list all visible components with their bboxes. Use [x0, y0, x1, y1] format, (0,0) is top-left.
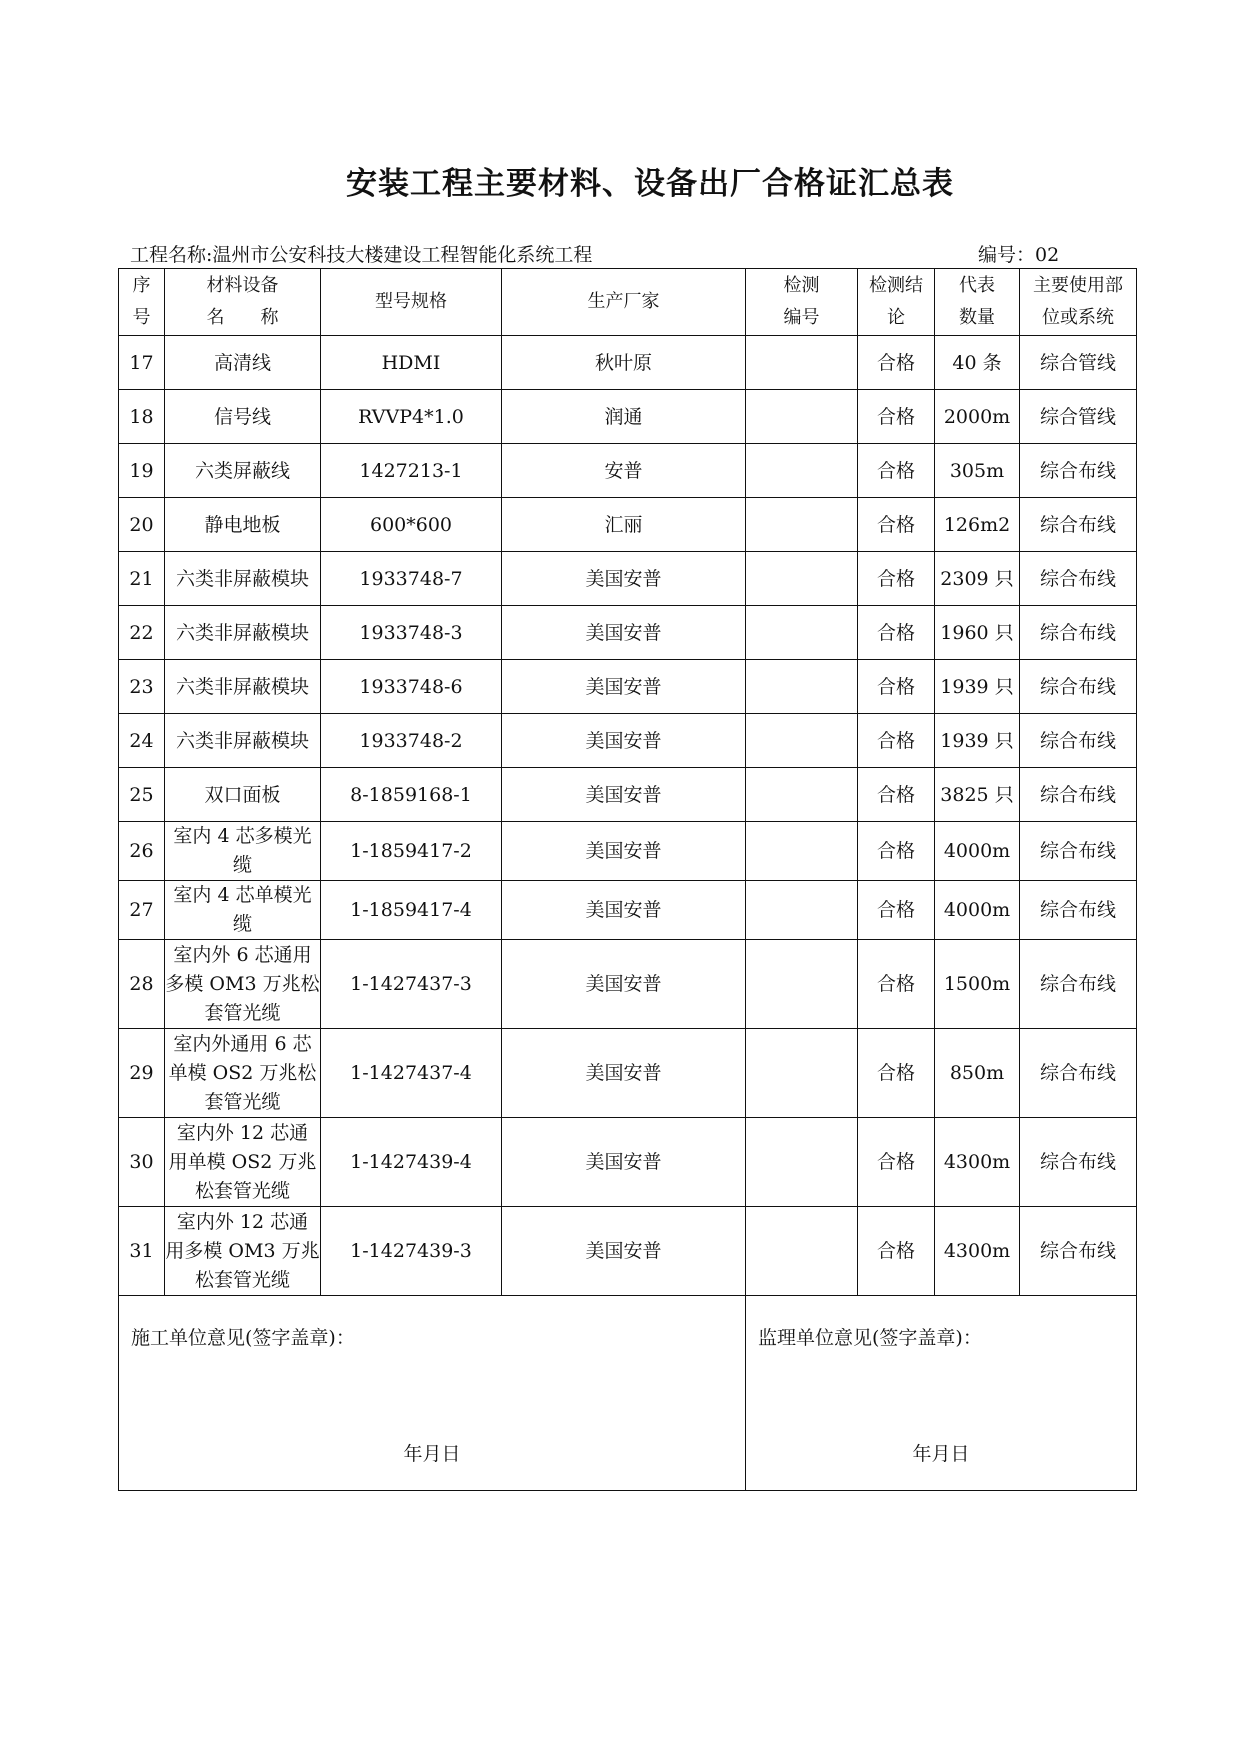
material-name-line: 用多模 OM3 万兆: [165, 1239, 320, 1262]
cell-seq: 31: [119, 1207, 165, 1296]
header-usage: [1020, 269, 1137, 336]
supervision-date: 年月日: [912, 1443, 970, 1465]
cell-name: [165, 606, 321, 660]
cell-conclusion: 合格: [858, 881, 935, 940]
cell-conclusion: 合格: [858, 390, 935, 444]
cell-usage: 综合布线: [1020, 444, 1137, 498]
cell-manufacturer: 汇丽: [502, 498, 746, 552]
cell-manufacturer: 安普: [502, 444, 746, 498]
cell-usage: 综合布线: [1020, 660, 1137, 714]
cell-conclusion: 合格: [858, 498, 935, 552]
header-test-no: [746, 269, 858, 336]
material-name-line: 六类屏蔽线: [194, 459, 290, 482]
cell-qty: 3825 只: [935, 768, 1020, 822]
material-name-line: 六类非屏蔽模块: [175, 729, 309, 752]
header-usage-line1: 主要使用部: [1033, 275, 1123, 296]
cell-seq: 25: [119, 768, 165, 822]
cell-conclusion: 合格: [858, 940, 935, 1029]
material-name-line: 室内 4 芯单模光: [173, 884, 312, 906]
cell-seq: 30: [119, 1118, 165, 1207]
header-test-no-line1: 检测: [783, 275, 820, 296]
cell-qty: 40 条: [935, 336, 1020, 390]
cell-seq: 22: [119, 606, 165, 660]
cell-test-no: [746, 714, 858, 768]
cell-test-no: [746, 660, 858, 714]
cell-test-no: [746, 498, 858, 552]
cell-seq: 21: [119, 552, 165, 606]
header-manufacturer: 生产厂家: [502, 269, 746, 336]
cell-test-no: [746, 444, 858, 498]
cell-name: [165, 552, 321, 606]
cell-usage: 综合管线: [1020, 336, 1137, 390]
construction-opinion-cell: [119, 1296, 746, 1491]
cell-usage: 综合布线: [1020, 714, 1137, 768]
cell-name: [165, 940, 321, 1029]
cell-name: [165, 390, 321, 444]
page-title: 安装工程主要材料、设备出厂合格证汇总表: [346, 166, 954, 202]
cell-test-no: [746, 336, 858, 390]
table-row: [119, 768, 1137, 822]
cell-test-no: [746, 606, 858, 660]
cell-test-no: [746, 1118, 858, 1207]
supervision-opinion-label: 监理单位意见(签字盖章)：: [758, 1327, 982, 1349]
header-name-line1: 材料设备: [206, 275, 279, 296]
document-number: 编号：02: [978, 244, 1060, 266]
cell-qty: 2000m: [935, 390, 1020, 444]
cell-usage: 综合布线: [1020, 1118, 1137, 1207]
cell-manufacturer: 美国安普: [502, 881, 746, 940]
cell-model: 1-1859417-4: [321, 881, 502, 940]
cell-model: RVVP4*1.0: [321, 390, 502, 444]
cell-name: [165, 1118, 321, 1207]
cell-qty: 4300m: [935, 1207, 1020, 1296]
cell-conclusion: 合格: [858, 336, 935, 390]
cell-qty: 305m: [935, 444, 1020, 498]
table-body: [119, 336, 1137, 1296]
material-name-line: 室内外通用 6 芯: [173, 1032, 312, 1055]
material-name-line: 静电地板: [204, 513, 281, 536]
cell-seq: 27: [119, 881, 165, 940]
cell-qty: 4300m: [935, 1118, 1020, 1207]
cell-conclusion: 合格: [858, 444, 935, 498]
material-name-line: 室内外 12 芯通: [176, 1210, 309, 1233]
header-conclusion: [858, 269, 935, 336]
cell-name: [165, 714, 321, 768]
cell-manufacturer: 美国安普: [502, 714, 746, 768]
material-name-line: 缆: [232, 854, 252, 876]
table-row: [119, 1207, 1137, 1296]
material-name-line: 双口面板: [204, 783, 281, 806]
material-name-line: 室内外 6 芯通用: [173, 943, 312, 966]
cell-qty: 1939 只: [935, 714, 1020, 768]
material-name-line: 六类非屏蔽模块: [175, 621, 309, 644]
table-row: [119, 660, 1137, 714]
table-header-row: [119, 269, 1137, 336]
cell-model: 1-1427439-4: [321, 1118, 502, 1207]
material-name-line: 室内外 12 芯通: [176, 1121, 309, 1144]
cell-manufacturer: 美国安普: [502, 940, 746, 1029]
cell-test-no: [746, 1029, 858, 1118]
cell-usage: 综合布线: [1020, 498, 1137, 552]
cell-seq: 26: [119, 822, 165, 881]
cell-manufacturer: 美国安普: [502, 1118, 746, 1207]
cell-name: [165, 768, 321, 822]
materials-table: [118, 268, 1137, 1491]
table-row: [119, 336, 1137, 390]
header-usage-line2: 位或系统: [1042, 307, 1114, 328]
cell-conclusion: 合格: [858, 768, 935, 822]
cell-usage: 综合布线: [1020, 1029, 1137, 1118]
cell-qty: 4000m: [935, 822, 1020, 881]
material-name-line: 室内 4 芯多模光: [173, 825, 312, 847]
header-conclusion-line2: 论: [887, 307, 905, 328]
cell-seq: 19: [119, 444, 165, 498]
cell-model: 600*600: [321, 498, 502, 552]
cell-usage: 综合布线: [1020, 768, 1137, 822]
cell-usage: 综合布线: [1020, 940, 1137, 1029]
cell-test-no: [746, 822, 858, 881]
cell-usage: 综合布线: [1020, 1207, 1137, 1296]
cell-conclusion: 合格: [858, 552, 935, 606]
cell-model: 1427213-1: [321, 444, 502, 498]
material-name-line: 信号线: [213, 405, 271, 428]
cell-conclusion: 合格: [858, 1118, 935, 1207]
header-qty: [935, 269, 1020, 336]
cell-name: [165, 498, 321, 552]
cell-usage: 综合管线: [1020, 390, 1137, 444]
cell-manufacturer: 润通: [502, 390, 746, 444]
cell-name: [165, 660, 321, 714]
cell-manufacturer: 美国安普: [502, 606, 746, 660]
cell-qty: 1960 只: [935, 606, 1020, 660]
cell-name: [165, 336, 321, 390]
cell-conclusion: 合格: [858, 714, 935, 768]
cell-test-no: [746, 768, 858, 822]
header-qty-line1: 代表: [959, 275, 995, 296]
cell-qty: 126m2: [935, 498, 1020, 552]
cell-manufacturer: 美国安普: [502, 660, 746, 714]
table-row: [119, 881, 1137, 940]
cell-manufacturer: 美国安普: [502, 1029, 746, 1118]
table-row: [119, 940, 1137, 1029]
material-name-line: 单模 OS2 万兆松: [168, 1061, 317, 1084]
cell-qty: 1939 只: [935, 660, 1020, 714]
cell-name: [165, 1029, 321, 1118]
cell-model: 1-1427437-4: [321, 1029, 502, 1118]
header-name-line2: 名 称: [206, 307, 279, 328]
cell-model: 1933748-2: [321, 714, 502, 768]
cell-conclusion: 合格: [858, 822, 935, 881]
header-seq: [119, 269, 165, 336]
cell-name: [165, 444, 321, 498]
cell-test-no: [746, 552, 858, 606]
cell-manufacturer: 美国安普: [502, 822, 746, 881]
table-row: [119, 1029, 1137, 1118]
table-row: [119, 1118, 1137, 1207]
cell-usage: 综合布线: [1020, 606, 1137, 660]
material-name-line: 多模 OM3 万兆松: [165, 972, 320, 995]
cell-model: 8-1859168-1: [321, 768, 502, 822]
header-test-no-line2: 编号: [783, 307, 820, 328]
cell-seq: 18: [119, 390, 165, 444]
cell-qty: 1500m: [935, 940, 1020, 1029]
cell-model: 1933748-3: [321, 606, 502, 660]
cell-model: HDMI: [321, 336, 502, 390]
cell-test-no: [746, 1207, 858, 1296]
cell-test-no: [746, 940, 858, 1029]
supervision-opinion-cell: [746, 1296, 1137, 1491]
cell-name: [165, 1207, 321, 1296]
table-row: [119, 498, 1137, 552]
cell-conclusion: 合格: [858, 660, 935, 714]
cell-conclusion: 合格: [858, 1029, 935, 1118]
cell-seq: 28: [119, 940, 165, 1029]
material-name-line: 六类非屏蔽模块: [175, 675, 309, 698]
cell-manufacturer: 美国安普: [502, 552, 746, 606]
cell-model: 1-1427437-3: [321, 940, 502, 1029]
table-row: [119, 606, 1137, 660]
cell-seq: 17: [119, 336, 165, 390]
header-seq-line2: 号: [132, 307, 151, 328]
table-row: [119, 444, 1137, 498]
cell-model: 1-1859417-2: [321, 822, 502, 881]
cell-qty: 2309 只: [935, 552, 1020, 606]
cell-model: 1933748-7: [321, 552, 502, 606]
cell-qty: 4000m: [935, 881, 1020, 940]
table-row: [119, 714, 1137, 768]
header-conclusion-line1: 检测结: [869, 275, 923, 296]
cell-usage: 综合布线: [1020, 552, 1137, 606]
cell-model: 1-1427439-3: [321, 1207, 502, 1296]
cell-seq: 24: [119, 714, 165, 768]
material-name-line: 套管光缆: [204, 1001, 281, 1024]
cell-qty: 850m: [935, 1029, 1020, 1118]
material-name-line: 六类非屏蔽模块: [175, 567, 309, 590]
header-model: 型号规格: [321, 269, 502, 336]
cell-conclusion: 合格: [858, 1207, 935, 1296]
material-name-line: 松套管光缆: [194, 1268, 290, 1291]
cell-manufacturer: 美国安普: [502, 768, 746, 822]
cell-name: [165, 822, 321, 881]
material-name-line: 套管光缆: [204, 1090, 281, 1113]
header-seq-line1: 序: [132, 275, 151, 296]
material-name-line: 松套管光缆: [194, 1179, 290, 1202]
cell-usage: 综合布线: [1020, 822, 1137, 881]
table-row: [119, 552, 1137, 606]
table-row: [119, 390, 1137, 444]
cell-test-no: [746, 881, 858, 940]
construction-date: 年月日: [403, 1443, 461, 1465]
cell-usage: 综合布线: [1020, 881, 1137, 940]
cell-seq: 20: [119, 498, 165, 552]
cell-manufacturer: 美国安普: [502, 1207, 746, 1296]
material-name-line: 用单模 OS2 万兆: [168, 1150, 317, 1173]
signature-row: [119, 1296, 1137, 1491]
table-row: [119, 822, 1137, 881]
cell-test-no: [746, 390, 858, 444]
cell-seq: 29: [119, 1029, 165, 1118]
cell-manufacturer: 秋叶原: [502, 336, 746, 390]
header-name: [165, 269, 321, 336]
cell-seq: 23: [119, 660, 165, 714]
cell-model: 1933748-6: [321, 660, 502, 714]
cell-name: [165, 881, 321, 940]
construction-opinion-label: 施工单位意见(签字盖章)：: [131, 1327, 355, 1349]
material-name-line: 高清线: [213, 351, 271, 374]
header-qty-line2: 数量: [959, 307, 995, 328]
material-name-line: 缆: [232, 913, 252, 935]
project-name: 工程名称:温州市公安科技大楼建设工程智能化系统工程: [130, 244, 593, 266]
cell-conclusion: 合格: [858, 606, 935, 660]
